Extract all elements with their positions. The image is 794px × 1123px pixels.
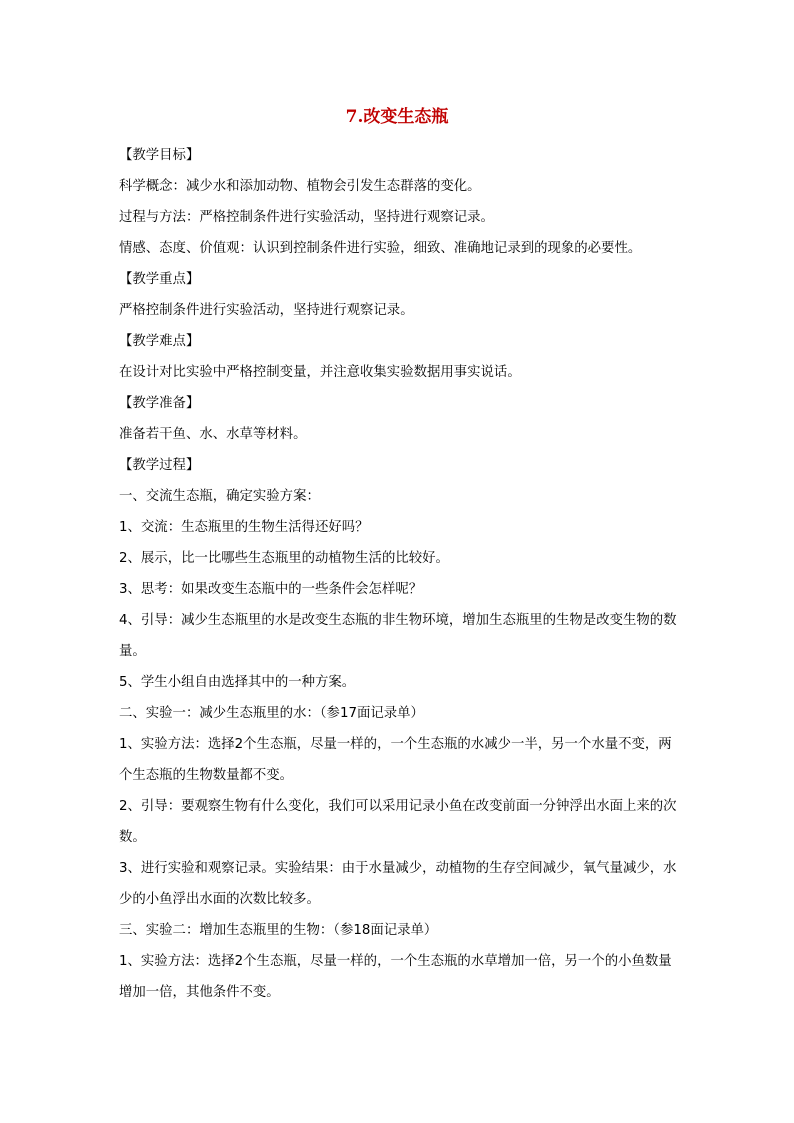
paragraph: 过程与方法：严格控制条件进行实验活动，坚持进行观察记录。 [119, 210, 494, 225]
list-item: 1、实验方法：选择2个生态瓶，尽量一样的，一个生态瓶的水减少一半，另一个水量不变，两个生态瓶的生物数量都不变。 [119, 737, 672, 783]
paragraph: 情感、态度、价值观：认识到控制条件进行实验，细致、准确地记录到的现象的必要性。 [119, 241, 642, 256]
section-heading-preparation: 【教学准备】 [119, 396, 200, 411]
paragraph: 科学概念：减少水和添加动物、植物会引发生态群落的变化。 [119, 179, 481, 194]
section-heading-process: 【教学过程】 [119, 458, 200, 473]
list-item: 3、思考：如果改变生态瓶中的一些条件会怎样呢？ [119, 582, 423, 597]
list-item: 1、交流：生态瓶里的生物生活得还好吗？ [119, 520, 369, 535]
list-item: 4、引导：减少生态瓶里的水是改变生态瓶的非生物环境，增加生态瓶里的生物是改变生物的数量。 [119, 613, 677, 659]
list-item: 3、进行实验和观察记录。实验结果：由于水量减少，动植物的生存空间减少，氧气量减少，水少的小鱼浮出水面的次数比较多。 [119, 861, 677, 907]
list-item: 2、展示，比一比哪些生态瓶里的动植物生活的比较好。 [119, 551, 449, 566]
list-item: 1、实验方法：选择2个生态瓶，尽量一样的，一个生态瓶的水草增加一倍，另一个的小鱼数量增加一倍，其他条件不变。 [119, 954, 672, 1000]
paragraph: 严格控制条件进行实验活动，坚持进行观察记录。 [119, 303, 414, 318]
paragraph: 二、实验一：减少生态瓶里的水：（参17面记录单） [119, 706, 424, 721]
paragraph: 一、交流生态瓶，确定实验方案： [119, 489, 320, 504]
section-heading-key-points: 【教学重点】 [119, 272, 200, 287]
paragraph: 在设计对比实验中严格控制变量，并注意收集实验数据用事实说话。 [119, 365, 521, 380]
document-title: 7.改变生态瓶 [345, 107, 449, 127]
list-item: 2、引导：要观察生物有什么变化，我们可以采用记录小鱼在改变前面一分钟浮出水面上来的次数。 [119, 799, 677, 845]
paragraph: 准备若干鱼、水、水草等材料。 [119, 427, 307, 442]
paragraph: 三、实验二：增加生态瓶里的生物：（参18面记录单） [119, 923, 438, 938]
document-body [119, 140, 679, 1008]
section-heading-difficulties: 【教学难点】 [119, 334, 200, 349]
section-heading-objectives: 【教学目标】 [119, 148, 200, 163]
list-item: 5、学生小组自由选择其中的一种方案。 [119, 675, 356, 690]
